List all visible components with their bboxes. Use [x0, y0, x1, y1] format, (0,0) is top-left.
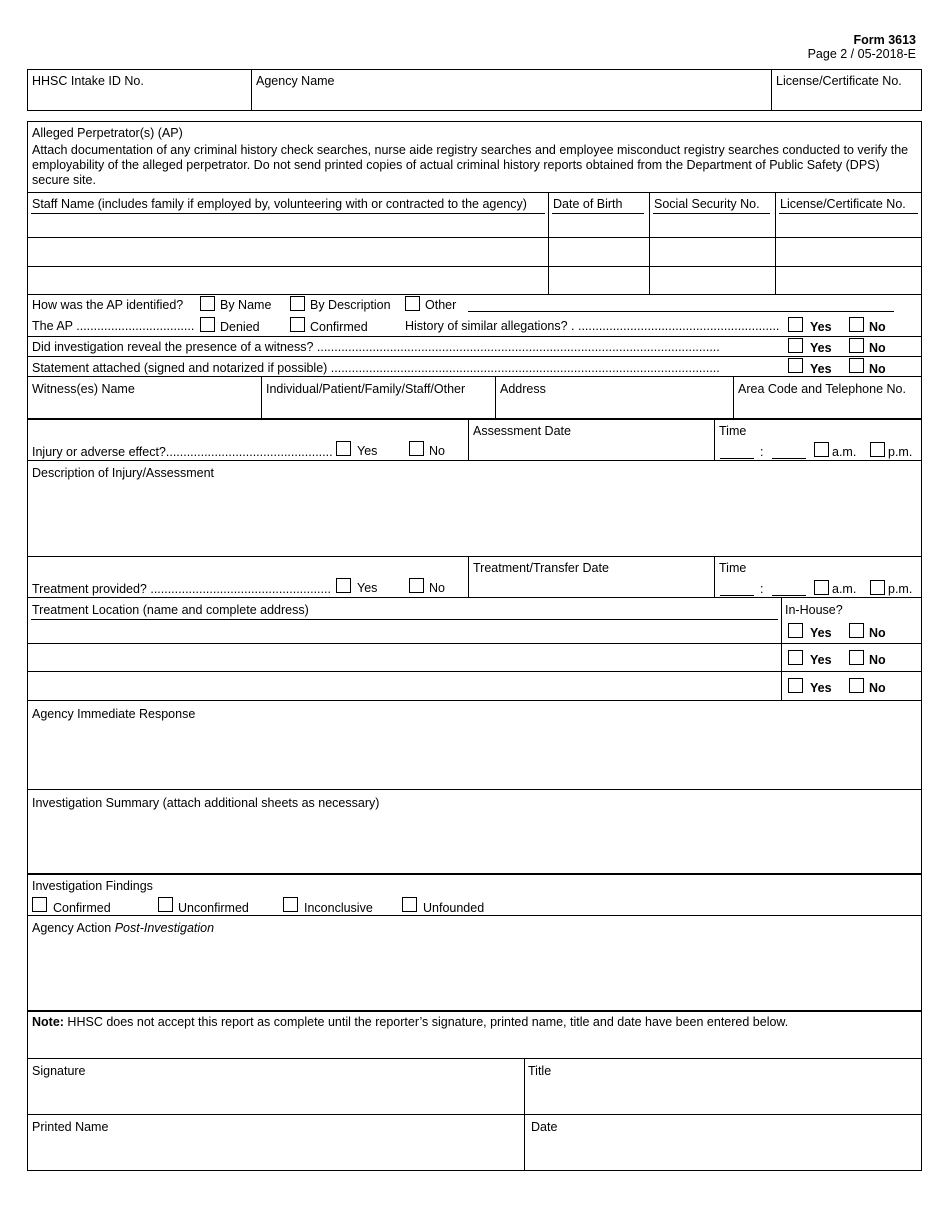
date-field[interactable] — [525, 1136, 921, 1169]
treatment-location-label: Treatment Location (name and complete address) — [32, 603, 309, 617]
agency-action-italic: Post-Investigation — [114, 921, 215, 935]
injury-question: Injury or adverse effect?................................................ — [32, 445, 333, 459]
findings-confirmed-checkbox[interactable] — [32, 897, 47, 912]
assessment-hour-field[interactable] — [720, 442, 754, 457]
ssn-header: Social Security No. — [654, 197, 760, 211]
in-house-yes-checkbox-3[interactable] — [788, 678, 803, 693]
signature-label: Signature — [32, 1064, 86, 1078]
assessment-pm-checkbox[interactable] — [870, 442, 885, 457]
treatment-pm-label: p.m. — [888, 582, 913, 596]
date-label: Date — [531, 1120, 558, 1134]
intake-id-label: HHSC Intake ID No. — [32, 74, 144, 88]
witness-question: Did investigation reveal the presence of a witness? .................................................................................................................... — [32, 340, 720, 354]
note-bold: Note: — [32, 1015, 64, 1029]
other-checkbox[interactable] — [405, 296, 420, 311]
staff-name-row-2[interactable] — [28, 238, 547, 265]
witness-type-field[interactable] — [262, 398, 494, 417]
intake-id-field[interactable] — [28, 90, 250, 110]
by-description-checkbox[interactable] — [290, 296, 305, 311]
treatment-date-label: Treatment/Transfer Date — [473, 561, 609, 575]
in-house-yes-label-1: Yes — [810, 626, 832, 640]
witness-address-label: Address — [500, 382, 546, 396]
assessment-am-checkbox[interactable] — [814, 442, 829, 457]
in-house-yes-checkbox-2[interactable] — [788, 650, 803, 665]
in-house-no-checkbox-3[interactable] — [849, 678, 864, 693]
ap-instructions: Attach documentation of any criminal history check searches, nurse aide registry searches and employee misconduct registry searches conducted to verify the employability of the alleged perpetrator. Do not send printed copies of actual criminal history reports obtained from the Department of Public Safety (DPS) secure site. — [32, 143, 909, 187]
license-label: License/Certificate No. — [776, 74, 902, 88]
injury-description-label: Description of Injury/Assessment — [32, 466, 215, 480]
findings-unfounded-label: Unfounded — [423, 901, 485, 915]
dob-header: Date of Birth — [553, 197, 623, 211]
assessment-minute-field[interactable] — [772, 442, 806, 457]
page-info: Page 2 / 05-2018-E — [807, 47, 916, 61]
form-number: Form 3613 — [853, 33, 916, 47]
witness-name-field[interactable] — [28, 398, 260, 417]
assessment-pm-label: p.m. — [888, 445, 913, 459]
investigation-summary-field[interactable] — [28, 812, 921, 872]
findings-unfounded-checkbox[interactable] — [402, 897, 417, 912]
injury-no-checkbox[interactable] — [409, 441, 424, 456]
in-house-yes-label-3: Yes — [810, 681, 832, 695]
witness-type-label: Individual/Patient/Family/Staff/Other — [266, 382, 466, 396]
treatment-yes-label: Yes — [357, 581, 378, 595]
treatment-time-label: Time — [719, 561, 747, 575]
in-house-yes-label-2: Yes — [810, 653, 832, 667]
findings-unconfirmed-label: Unconfirmed — [178, 901, 249, 915]
signature-field[interactable] — [28, 1080, 523, 1113]
agency-action-field[interactable] — [28, 937, 921, 1009]
denied-checkbox[interactable] — [200, 317, 215, 332]
statement-yes-label: Yes — [810, 362, 832, 376]
printed-name-label: Printed Name — [32, 1120, 109, 1134]
treatment-question: Treatment provided? .................................................... — [32, 582, 331, 596]
history-question: History of similar allegations? . .......................................................... — [405, 319, 780, 333]
treatment-time-colon: : — [760, 582, 764, 596]
staff-name-row-1[interactable] — [28, 214, 547, 236]
treatment-date-field[interactable] — [469, 577, 713, 596]
printed-name-field[interactable] — [28, 1136, 523, 1169]
injury-description-field[interactable] — [28, 482, 921, 555]
other-text-field[interactable] — [468, 296, 894, 311]
agency-name-field[interactable] — [252, 90, 770, 110]
investigation-summary-label: Investigation Summary (attach additional sheets as necessary) — [32, 796, 380, 810]
in-house-no-checkbox-2[interactable] — [849, 650, 864, 665]
statement-question: Statement attached (signed and notarized if possible) ................................................................................................................ — [32, 361, 720, 375]
in-house-no-label-2: No — [869, 653, 886, 667]
the-ap-label: The AP .................................. — [32, 319, 195, 333]
other-label: Other — [425, 298, 457, 312]
treatment-pm-checkbox[interactable] — [870, 580, 885, 595]
staff-name-row-3[interactable] — [28, 267, 547, 293]
in-house-no-label-1: No — [869, 626, 886, 640]
injury-no-label: No — [429, 444, 445, 458]
agency-response-label: Agency Immediate Response — [32, 707, 196, 721]
treatment-yes-checkbox[interactable] — [336, 578, 351, 593]
findings-inconclusive-checkbox[interactable] — [283, 897, 298, 912]
title-label: Title — [528, 1064, 552, 1078]
assessment-am-label: a.m. — [832, 445, 857, 459]
agency-action-label — [32, 921, 214, 935]
ap-identified-label: How was the AP identified? — [32, 298, 184, 312]
assessment-time-label: Time — [719, 424, 747, 438]
treatment-location-row-2[interactable] — [28, 644, 781, 671]
witness-no-label: No — [869, 341, 886, 355]
confirmed-label: Confirmed — [310, 320, 368, 334]
in-house-yes-checkbox-1[interactable] — [788, 623, 803, 638]
history-yes-label: Yes — [810, 320, 832, 334]
in-house-no-checkbox-1[interactable] — [849, 623, 864, 638]
treatment-am-checkbox[interactable] — [814, 580, 829, 595]
statement-no-label: No — [869, 362, 886, 376]
note-body: HHSC does not accept this report as complete until the reporter’s signature, printed name, title and date have been entered below. — [63, 1015, 789, 1029]
assessment-date-label: Assessment Date — [473, 424, 571, 438]
history-yes-checkbox[interactable] — [788, 317, 803, 332]
witness-yes-label: Yes — [810, 341, 832, 355]
by-name-label: By Name — [220, 298, 272, 312]
in-house-no-label-3: No — [869, 681, 886, 695]
by-name-checkbox[interactable] — [200, 296, 215, 311]
statement-no-checkbox[interactable] — [849, 358, 864, 373]
in-house-label: In-House? — [785, 603, 843, 617]
denied-label: Denied — [220, 320, 260, 334]
treatment-no-label: No — [429, 581, 445, 595]
staff-name-header: Staff Name (includes family if employed by, volunteering with or contracted to the agency) — [32, 197, 527, 211]
time-colon: : — [760, 445, 764, 459]
findings-unconfirmed-checkbox[interactable] — [158, 897, 173, 912]
treatment-am-label: a.m. — [832, 582, 857, 596]
license-field[interactable] — [772, 90, 921, 110]
statement-yes-checkbox[interactable] — [788, 358, 803, 373]
treatment-hour-field[interactable] — [720, 579, 754, 594]
treatment-location-row-1[interactable] — [28, 620, 781, 642]
history-no-checkbox[interactable] — [849, 317, 864, 332]
ap-section-title: Alleged Perpetrator(s) (AP) — [32, 126, 183, 140]
findings-confirmed-label: Confirmed — [53, 901, 111, 915]
treatment-location-row-3[interactable] — [28, 672, 781, 700]
findings-title: Investigation Findings — [32, 879, 153, 893]
confirmed-checkbox[interactable] — [290, 317, 305, 332]
by-description-label: By Description — [310, 298, 391, 312]
treatment-minute-field[interactable] — [772, 579, 806, 594]
witness-no-checkbox[interactable] — [849, 338, 864, 353]
injury-yes-checkbox[interactable] — [336, 441, 351, 456]
witness-name-label: Witness(es) Name — [32, 382, 135, 396]
treatment-no-checkbox[interactable] — [409, 578, 424, 593]
injury-yes-label: Yes — [357, 444, 378, 458]
assessment-date-field[interactable] — [469, 440, 713, 459]
title-field[interactable] — [525, 1080, 921, 1113]
history-no-label: No — [869, 320, 886, 334]
witness-address-field[interactable] — [496, 398, 732, 417]
agency-name-label: Agency Name — [256, 74, 335, 88]
agency-response-field[interactable] — [28, 723, 921, 788]
agency-action-prefix: Agency Action — [32, 921, 115, 935]
witness-yes-checkbox[interactable] — [788, 338, 803, 353]
witness-phone-label: Area Code and Telephone No. — [738, 382, 906, 396]
findings-inconclusive-label: Inconclusive — [304, 901, 373, 915]
witness-phone-field[interactable] — [734, 398, 921, 417]
note-text — [32, 1015, 788, 1029]
license-header: License/Certificate No. — [780, 197, 906, 211]
